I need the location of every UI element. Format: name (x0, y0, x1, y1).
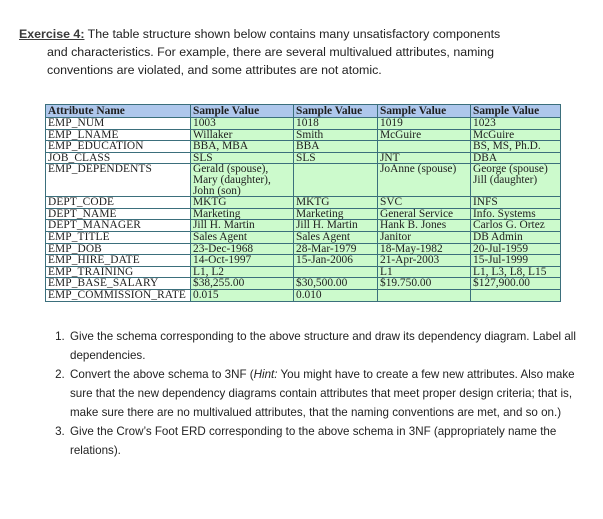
sample-value-cell: Carlos G. Ortez (471, 220, 561, 232)
sample-value-cell (294, 266, 378, 278)
table-row (46, 266, 561, 278)
header-sample-value-3: Sample Value (378, 105, 471, 118)
sample-value-cell: L1, L3, L8, L15 (471, 266, 561, 278)
sample-value-cell: McGuire (378, 129, 471, 141)
sample-value-cell: Willaker (191, 129, 294, 141)
table-row (46, 278, 561, 290)
table-row (46, 164, 561, 197)
sample-value-cell: Smith (294, 129, 378, 141)
attribute-name-cell: DEPT_CODE (46, 197, 191, 209)
task-list (48, 327, 588, 460)
sample-value-cell: $38,255.00 (191, 278, 294, 290)
table-row (46, 141, 561, 153)
table-row (46, 255, 561, 267)
sample-value-cell: $30,500.00 (294, 278, 378, 290)
attribute-name-cell: EMP_COMMISSION_RATE (46, 289, 191, 301)
sample-value-cell: Marketing (294, 208, 378, 220)
sample-value-cell (471, 289, 561, 301)
sample-value-cell: $127,900.00 (471, 278, 561, 290)
intro-line-2: and characteristics. For example, there are several multivalued attributes, naming (47, 45, 494, 59)
sample-value-cell: L1, L2 (191, 266, 294, 278)
header-attribute-name: Attribute Name (46, 105, 191, 118)
sample-value-cell: 28-Mar-1979 (294, 243, 378, 255)
table-row (46, 289, 561, 301)
sample-value-cell: Info. Systems (471, 208, 561, 220)
attribute-name-cell: EMP_TITLE (46, 231, 191, 243)
task-1-text: Give the schema corresponding to the above structure and draw its dependency diagram. Label all dependencies. (70, 330, 576, 362)
task-2-hint: Hint: (253, 368, 278, 381)
sample-value-cell: 23-Dec-1968 (191, 243, 294, 255)
sample-value-cell: Sales Agent (191, 231, 294, 243)
sample-value-cell: 15-Jan-2006 (294, 255, 378, 267)
task-3-text: Give the Crow’s Foot ERD corresponding to the above schema in 3NF (appropriately name the relations). (70, 425, 557, 457)
exercise-intro (19, 25, 579, 79)
sample-value-cell: BBA, MBA (191, 141, 294, 153)
sample-value-cell: McGuire (471, 129, 561, 141)
attribute-name-cell: EMP_TRAINING (46, 266, 191, 278)
sample-value-cell: 1003 (191, 118, 294, 130)
table-row (46, 231, 561, 243)
sample-value-cell: JNT (378, 152, 471, 164)
task-item-2 (68, 365, 588, 422)
sample-value-cell: DBA (471, 152, 561, 164)
attribute-name-cell: EMP_NUM (46, 118, 191, 130)
table-header-row (46, 105, 561, 118)
sample-value-cell: SLS (191, 152, 294, 164)
sample-value-cell: JoAnne (spouse) (378, 164, 471, 197)
attributes-table (45, 104, 561, 302)
intro-line-3: conventions are violated, and some attributes are not atomic. (47, 63, 382, 77)
sample-value-cell: SLS (294, 152, 378, 164)
sample-value-cell: 21-Apr-2003 (378, 255, 471, 267)
sample-value-cell: MKTG (294, 197, 378, 209)
sample-value-cell: 18-May-1982 (378, 243, 471, 255)
attribute-name-cell: EMP_LNAME (46, 129, 191, 141)
sample-value-cell: 20-Jul-1959 (471, 243, 561, 255)
table-row (46, 129, 561, 141)
attribute-name-cell: EMP_DOB (46, 243, 191, 255)
table-row (46, 220, 561, 232)
task-item-3 (68, 422, 588, 460)
attribute-name-cell: EMP_HIRE_DATE (46, 255, 191, 267)
header-sample-value-4: Sample Value (471, 105, 561, 118)
table-row (46, 118, 561, 130)
attribute-name-cell: DEPT_NAME (46, 208, 191, 220)
sample-value-cell: George (spouse) Jill (daughter) (471, 164, 561, 197)
sample-value-cell: Marketing (191, 208, 294, 220)
task-item-1 (68, 327, 588, 365)
sample-value-cell: 15-Jul-1999 (471, 255, 561, 267)
task-2-text-start: Convert the above schema to 3NF ( (70, 368, 254, 381)
sample-value-cell (378, 141, 471, 153)
attribute-name-cell: JOB_CLASS (46, 152, 191, 164)
table-row (46, 243, 561, 255)
header-sample-value-2: Sample Value (294, 105, 378, 118)
sample-value-cell: General Service (378, 208, 471, 220)
sample-value-cell: 1023 (471, 118, 561, 130)
attribute-name-cell: DEPT_MANAGER (46, 220, 191, 232)
sample-value-cell: BS, MS, Ph.D. (471, 141, 561, 153)
sample-value-cell: Jill H. Martin (294, 220, 378, 232)
sample-value-cell: 0.010 (294, 289, 378, 301)
header-sample-value-1: Sample Value (191, 105, 294, 118)
table-row (46, 152, 561, 164)
sample-value-cell: Janitor (378, 231, 471, 243)
table-row (46, 208, 561, 220)
sample-value-cell: MKTG (191, 197, 294, 209)
sample-value-cell: 1018 (294, 118, 378, 130)
sample-value-cell: L1 (378, 266, 471, 278)
attribute-name-cell: EMP_EDUCATION (46, 141, 191, 153)
sample-value-cell: Gerald (spouse), Mary (daughter), John (son) (191, 164, 294, 197)
sample-value-cell: Hank B. Jones (378, 220, 471, 232)
table-row (46, 197, 561, 209)
table-body (46, 118, 561, 302)
task-2-text-end: You might have to create a few new attributes. Also make sure that the new dependency diagrams contain attributes that meet proper design criteria; that is, make sure there are no multivalued attributes, that the naming conventions are met, and so on.) (70, 368, 575, 419)
sample-value-cell: 0.015 (191, 289, 294, 301)
sample-value-cell (378, 289, 471, 301)
intro-line-1 (19, 25, 579, 43)
exercise-label: Exercise 4: (19, 27, 85, 41)
attribute-name-cell: EMP_BASE_SALARY (46, 278, 191, 290)
sample-value-cell: DB Admin (471, 231, 561, 243)
sample-value-cell (294, 164, 378, 197)
sample-value-cell: 14-Oct-1997 (191, 255, 294, 267)
sample-value-cell: $19.750.00 (378, 278, 471, 290)
sample-value-cell: BBA (294, 141, 378, 153)
intro-text-1: The table structure shown below contains many unsatisfactory components (84, 27, 501, 41)
sample-value-cell: 1019 (378, 118, 471, 130)
sample-value-cell: SVC (378, 197, 471, 209)
attribute-name-cell: EMP_DEPENDENTS (46, 164, 191, 197)
sample-value-cell: Jill H. Martin (191, 220, 294, 232)
sample-value-cell: INFS (471, 197, 561, 209)
sample-value-cell: Sales Agent (294, 231, 378, 243)
